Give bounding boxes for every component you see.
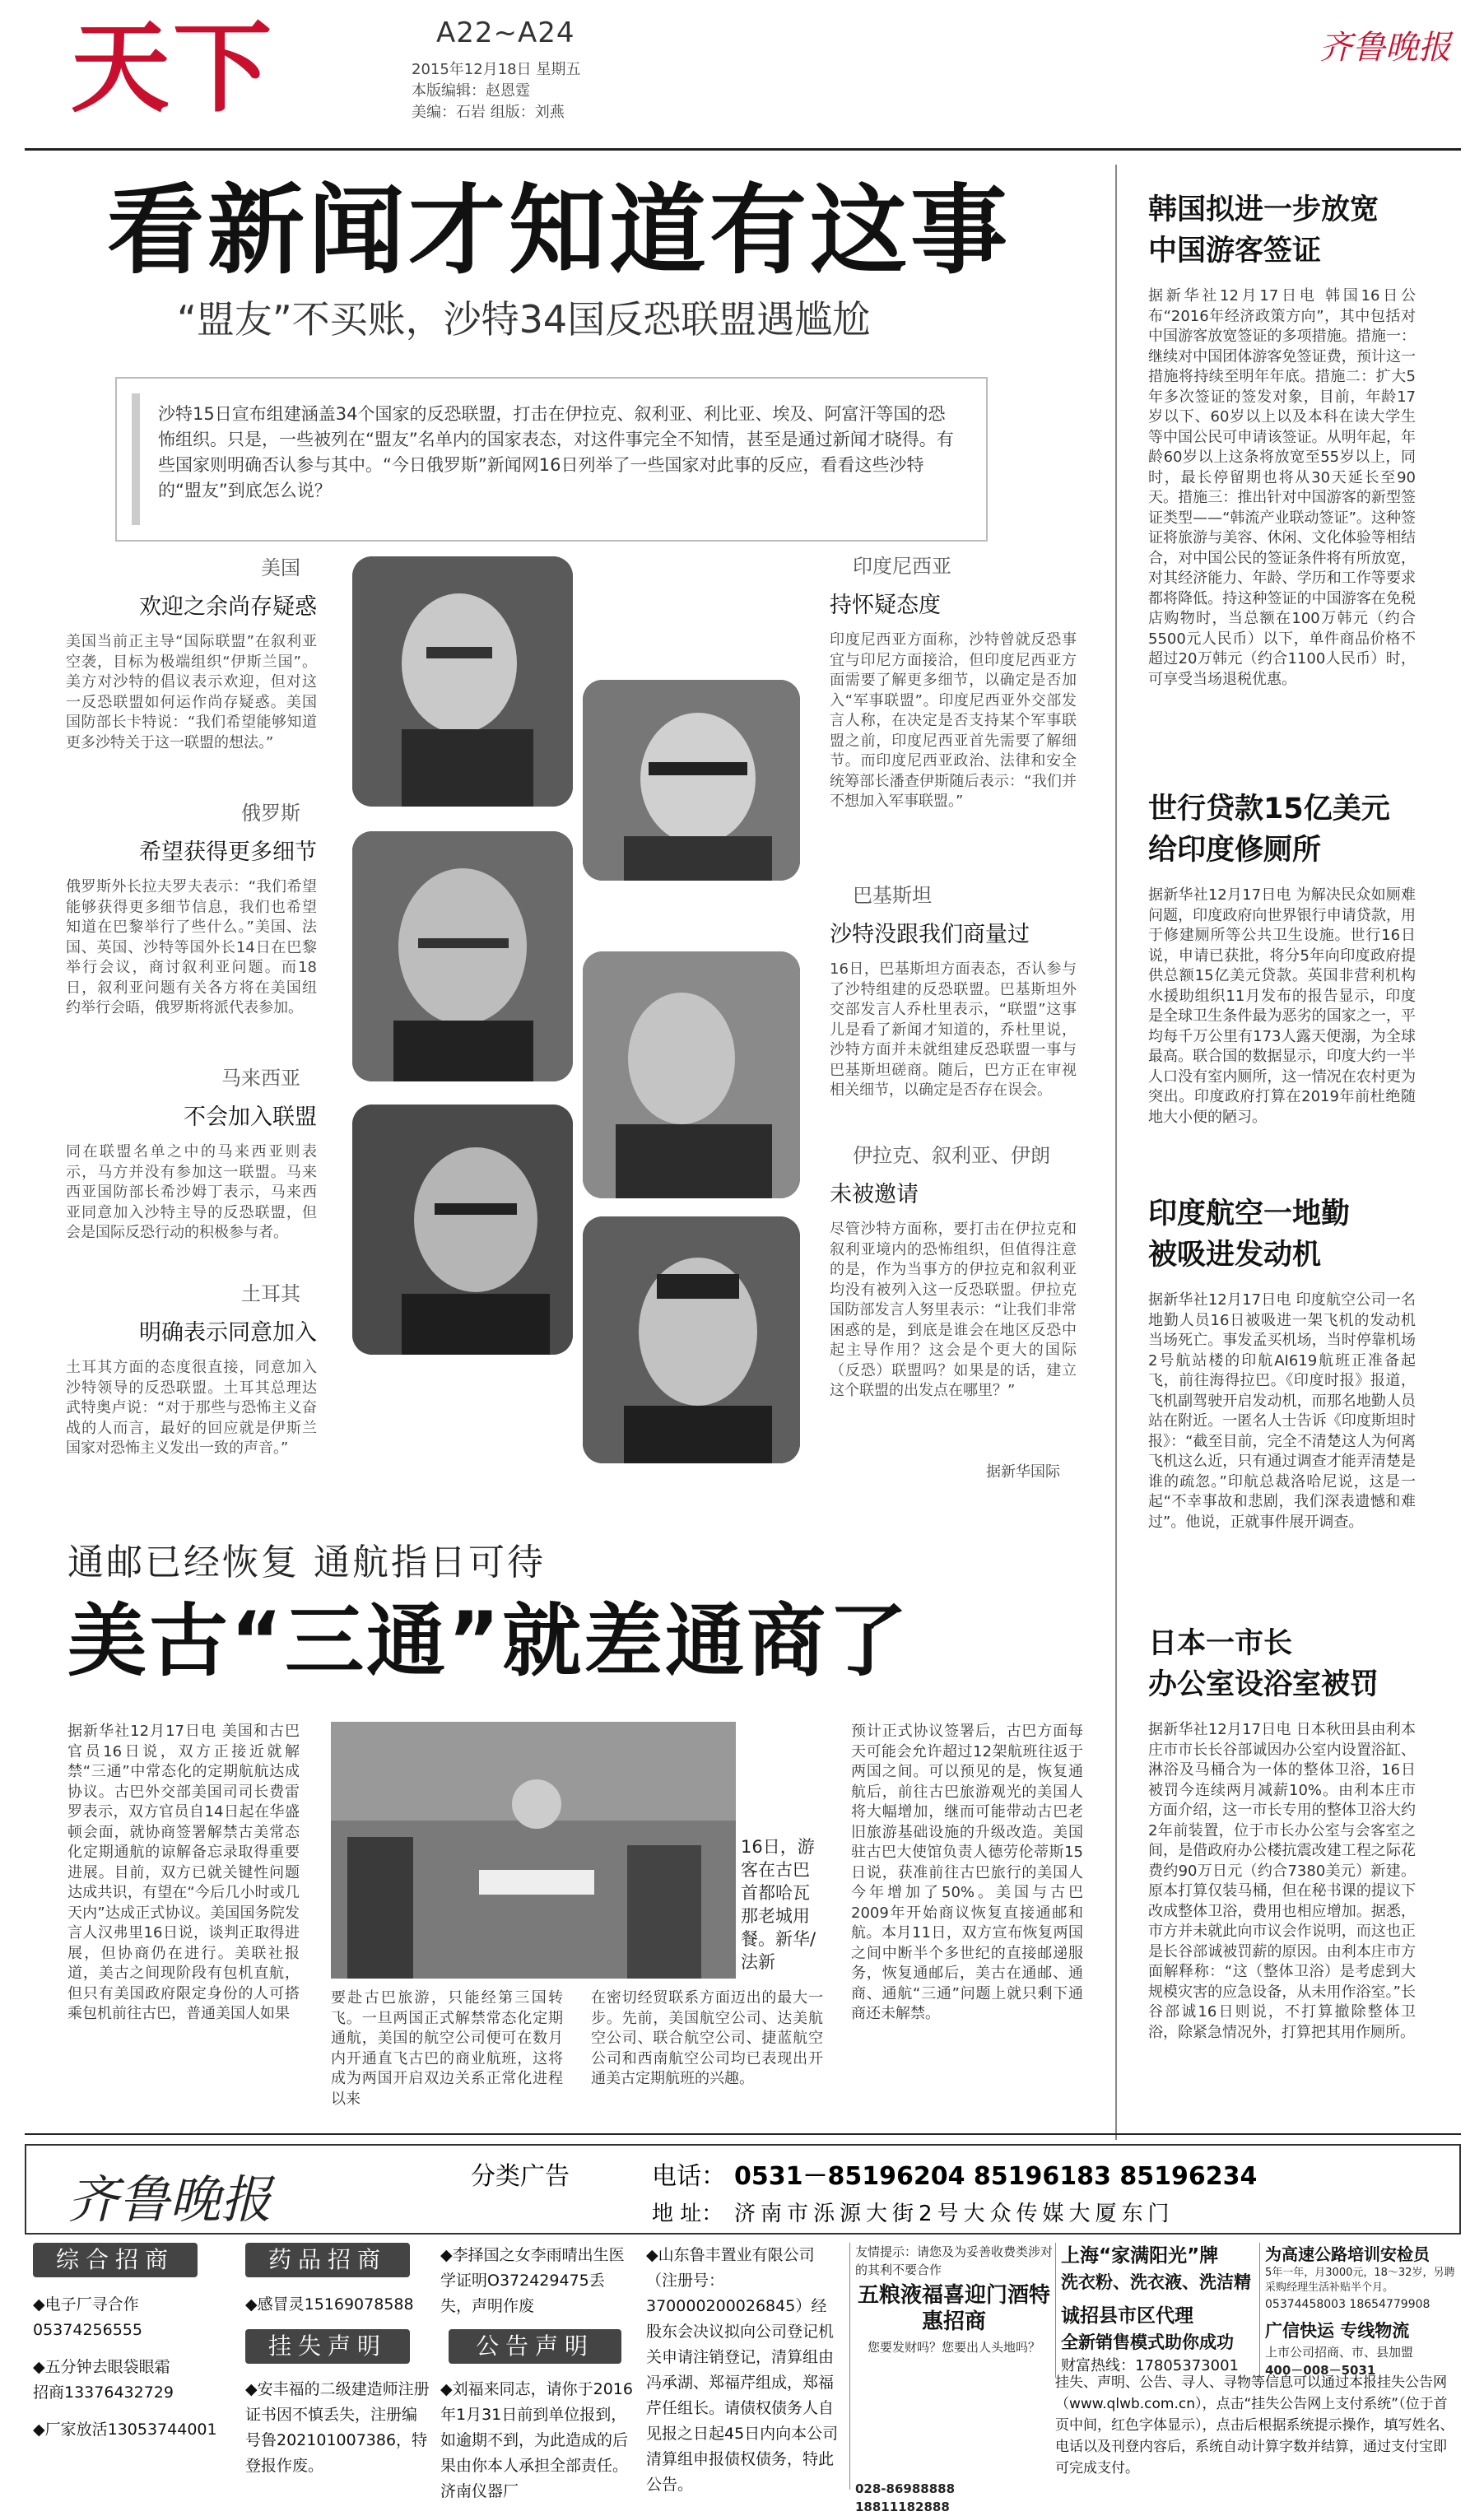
main-subhead: “盟友”不买账，沙特34国反恐联盟遇尴尬 xyxy=(177,297,871,342)
ad-col6: 上海“家满阳光”牌 洗衣粉、洗衣液、洗洁精 诚招县市区代理 全新销售模式助你成功 财富热线：17805373001 xyxy=(1055,2243,1258,2378)
newspaper-logo: 齐鲁晚报 xyxy=(1319,29,1451,67)
ads-phone-label: 电话： xyxy=(652,2162,726,2191)
block-title: 希望获得更多细节 xyxy=(139,839,317,865)
block-title: 欢迎之余尚存疑惑 xyxy=(139,594,317,620)
photo-lavrov xyxy=(352,831,573,1081)
page-range: A22~A24 xyxy=(436,16,575,49)
sidebar-title: 世行贷款15亿美元 给印度修厕所 xyxy=(1148,793,1390,867)
block-iraq-syria-iran xyxy=(830,1139,1077,1402)
photo-havana xyxy=(331,1722,736,1979)
country-name: 巴基斯坦 xyxy=(853,884,932,907)
ad-col5: 友情提示：请您及为妥善收费类涉对的其利不要合作 五粮液福喜迎门酒特惠招商 您要发财吗？您要出人头地吗？ 028-86988888 18811182888 xyxy=(849,2243,1053,2490)
block-body: 土耳其方面的态度很直接，同意加入沙特领导的反恐联盟。土耳其总理达武特奥卢说：“对于那些与恐怖主义奋战的人而言，最好的回应就是伊斯兰国家对恐怖主义发出一致的声音。” xyxy=(66,1359,317,1457)
country-name: 美国 xyxy=(261,556,300,579)
block-pakistan xyxy=(830,879,1077,1101)
block-body: 同在联盟名单之中的马来西亚则表示，马方并没有参加这一联盟。马来西亚国防部长希沙姆丁表示，马来西亚同意加入沙特主导的反恐联盟，但会是国际反恐行动的积极参与者。 xyxy=(66,1143,317,1241)
country-name: 土耳其 xyxy=(241,1282,300,1305)
sidebar-story-japan xyxy=(1148,1623,1416,2043)
country-name: 印度尼西亚 xyxy=(853,555,951,578)
block-title: 沙特没跟我们商量过 xyxy=(830,922,1030,947)
ad-online-notice: 挂失、声明、公告、寻人、寻物等信息可以通过本报挂失公告网（www.qlwb.com.cn），点击“挂失公告网上支付系统”（位于首页中间，红色字体显示），点击后根据系统提示操作，填写姓名、电话以及刊登内容后，系统自动计算字数并结算，通过支付宝即可完成支付。 xyxy=(1055,2374,1454,2476)
country-name: 俄罗斯 xyxy=(241,802,300,825)
story2-col3: 在密切经贸联系方面迈出的最大一步。先前，美国航空公司、达美航空公司、联合航空公司、捷蓝航空公司和西南航空公司均已表现出开通美古定期航班的兴趣。 xyxy=(591,1989,823,2087)
editor-credit: 本版编辑：赵恩霆 xyxy=(412,82,530,100)
column-divider xyxy=(1115,165,1117,2140)
sidebar-story-airindia xyxy=(1148,1193,1416,1532)
ads-logo: 齐鲁晚报 xyxy=(67,2170,272,2230)
street-scene-image xyxy=(331,1722,736,1979)
section-brand: 天下 xyxy=(71,10,275,126)
ad-tag-notice: 公告声明 xyxy=(449,2329,621,2364)
block-turkey xyxy=(66,1277,317,1459)
ads-phones: 0531－85196204 85196183 85196234 xyxy=(734,2162,1258,2191)
main-headline: 看新闻才知道有这事 xyxy=(107,174,1012,287)
story2-col2: 要赴古巴旅游，只能经第三国转飞。一旦两国正式解禁常态化定期通航，美国的航空公司便可在数月内开通直飞古巴的商业航班，这将成为两国开启双边关系正常化进程以来 xyxy=(331,1989,563,2108)
block-russia xyxy=(66,797,317,1019)
photo-indonesia xyxy=(583,680,800,881)
country-name: 伊拉克、叙利亚、伊朗 xyxy=(853,1144,1050,1167)
block-body: 16日，巴基斯坦方面表态，否认参与了沙特组建的反恐联盟。巴基斯坦外交部发言人乔杜里表示，“联盟”这事儿是看了新闻才知道的，乔杜里说，沙特方面并未就组建反恐联盟一事与巴基斯坦磋商。随后，巴方正在审视相关细节，以确定是否存在误会。 xyxy=(830,960,1077,1099)
masthead-meta xyxy=(412,59,580,123)
ads-top-rule xyxy=(25,2133,1461,2135)
ad-col4: ◆山东鲁丰置业有限公司（注册号：370000200026845）经股东会决议拟向公司登记机关申请注销登记，清算组由冯承湖、郑福芹组成，郑福芹任组长。请债权债务人自见报之日起45日内向本公司清算组申报债权债务，特此公告。 xyxy=(646,2246,839,2494)
photo-hishammuddin xyxy=(352,1105,573,1355)
block-title: 持怀疑态度 xyxy=(830,593,941,618)
portrait-image xyxy=(583,680,800,881)
portrait-image xyxy=(583,1216,800,1463)
sidebar-body: 据新华社12月17日电 韩国16日公布“2016年经济政策方向”，其中包括对中国游客放宽签证的多项措施。措施一：继续对中国团体游客免签证费，预计这一措施将持续至明年年底。措施二：扩大5年多次签证的签发对象，目前，年龄17岁以下、60岁以上以及本科在读大学生等中国公民可申请该签证。从明年起，年龄60岁以上这条将放宽至55岁以上，同时，最长停留期也将从30天延长至90天。措施三：推出针对中国游客的新型签证类型——“韩流产业联动签证”。这种签证将旅游与美容、休闲、文化体验等相结合，对中国公民的签证条件将有所放宽，对其经济能力、年龄、学历和工作等要求都将降低。持这种签证的中国游客在免税店购物时，当总额在100万韩元（约合5500元人民币）以下，单件商品价格不超过20万韩元（约合1100人民币）时，可享受当场退税优惠。 xyxy=(1148,287,1416,688)
block-title: 明确表示同意加入 xyxy=(139,1320,317,1346)
photo-pakistan xyxy=(583,951,800,1198)
sidebar-body: 据新华社12月17日电 日本秋田县由利本庄市市长长谷部诚因办公室内设置浴缸、淋浴及马桶合为一体的整体卫浴，16日被罚今连续两月减薪10%。由利本庄市方面介绍，这一市长专用的整体卫浴大约2年前装置，位于市长办公室与会客室之间，是借政府办公楼抗震改建工程之际花费约90万日元（约合7380美元）新建。原本打算仅装马桶，但在秘书课的提议下改成整体卫浴，费用也相应增加。据悉，市方并未就此向市议会作说明，而这也正是长谷部诚被罚薪的原因。由利本庄市方面解释称：“这（整体卫浴）是考虑到大规模灾害的应急设备，从未用作浴室。”长谷部诚16日则说，不打算撤除整体卫浴，除紧急情况外，打算把其用作厕所。 xyxy=(1148,1721,1416,2041)
sidebar-story-worldbank xyxy=(1148,788,1416,1128)
ad-col3: ◆李择国之女李雨晴出生医学证明O372429475丢失，声明作废 xyxy=(440,2246,625,2315)
block-indonesia xyxy=(830,550,1077,812)
portrait-image xyxy=(583,951,800,1198)
issue-date: 2015年12月18日 星期五 xyxy=(412,61,581,78)
ad-col7: 为高速公路培训安检员 5年一年，月3000元，18～32岁，另聘采购经理生活补贴半个月。 05374458003 18654779908 广信快运 专线物流 上市公司招商、市、县加盟 400－008－5031 xyxy=(1259,2243,1461,2379)
ads-address: 济南市泺源大街2号大众传媒大厦东门 xyxy=(734,2202,1175,2226)
sidebar-title: 日本一市长 办公室设浴室被罚 xyxy=(1148,1627,1379,1701)
ad-tag-general: 综合招商 xyxy=(33,2243,198,2277)
intro-box: 沙特15日宣布组建涵盖34个国家的反恐联盟，打击在伊拉克、叙利亚、利比亚、埃及、阿富汗等国的恐怖组织。只是，一些被列在“盟友”名单内的国家表态，对这件事完全不知情，甚至是通过新闻才晓得。有些国家则明确否认参与其中。“今日俄罗斯”新闻网16日列举了一些国家对此事的反应，看看这些沙特的“盟友”到底怎么说？ xyxy=(115,377,988,542)
story2-kicker: 通邮已经恢复 通航指日可待 xyxy=(67,1542,546,1584)
ad-tag-pharma: 药品招商 xyxy=(245,2243,410,2277)
header-rule xyxy=(25,148,1461,151)
design-credit: 美编：石岩 组版：刘燕 xyxy=(412,104,565,121)
photo-davutoglu xyxy=(583,1216,800,1463)
ad-col2-lost: ◆安丰福的二级建造师注册证书因不慎丢失，注册编号鲁202101007386，特登报作废。 xyxy=(245,2380,430,2475)
block-body: 美国当前正主导“国际联盟”在叙利亚空袭，目标为极端组织“伊斯兰国”。美方对沙特的倡议表示欢迎，但对这一反恐联盟如何运作尚存疑惑。美国国防部长卡特说：“我们希望能够知道更多沙特关于这一联盟的想法。” xyxy=(66,633,317,751)
block-malaysia xyxy=(66,1062,317,1244)
block-body: 尽管沙特方面称，要打击在伊拉克和叙利亚境内的恐怖组织，但值得注意的是，作为当事方的伊拉克和叙利亚均没有被列入这一反恐联盟。伊拉克国防部发言人努里表示：“让我们非常困惑的是，到底是谁会在地区反恐中起主导作用？这会是个更大的国际（反恐）联盟吗？如果是的话，建立这个联盟的出发点在哪里？” xyxy=(830,1221,1077,1399)
photo-carter xyxy=(352,556,573,807)
sidebar-title: 印度航空一地勤 被吸进发动机 xyxy=(1148,1198,1351,1272)
sidebar-story-korea xyxy=(1148,189,1416,690)
ad-col1: ◆电子厂寻合作 05374256555 ◆五分钟去眼袋眼霜 招商13376432729 ◆厂家放活13053744001 xyxy=(33,2295,217,2439)
ads-header xyxy=(25,2144,1461,2235)
ad-wine-title: 五粮液福喜迎门酒特惠招商 xyxy=(857,2283,1050,2334)
photo-caption: 16日，游客在古巴首都哈瓦那老城用餐。新华/法新 xyxy=(741,1837,816,1972)
ad-wine-phone: 028-86988888 18811182888 xyxy=(855,2481,956,2514)
story2-col4: 预计正式协议签署后，古巴方面每天可能会允许超过12架航班往返于两国之间。可以预见的是，恢复通航后，前往古巴旅游观光的美国人将大幅增加，继而可能带动古巴老旧旅游基础设施的升级改造。美国驻古巴大使馆负责人德劳伦蒂斯15日说，获准前往古巴旅行的美国人今年增加了50%。美国与古巴2009年开始商议恢复直接通邮和航。本月11日，双方宣布恢复两国之间中断半个多世纪的直接邮递服务，恢复通邮后，美古在通邮、通商、通航“三通”问题上就只剩下通商还未解禁。 xyxy=(851,1723,1083,2022)
portrait-image xyxy=(352,556,573,807)
story-credit: 据新华国际 xyxy=(986,1463,1060,1481)
ad-tag-lost: 挂失声明 xyxy=(245,2329,410,2364)
portrait-image xyxy=(352,1105,573,1355)
block-title: 不会加入联盟 xyxy=(184,1105,317,1130)
ad-col2: ◆感冒灵15169078588 xyxy=(245,2295,414,2314)
ad-col3-notice: ◆刘福来同志，请你于2016年1月31日前到单位报到，如逾期不到，为此造成的后果由你本人承担全部责任。济南仪器厂 xyxy=(440,2380,633,2500)
portrait-image xyxy=(352,831,573,1081)
country-name: 马来西亚 xyxy=(221,1067,300,1090)
ads-category: 分类广告 xyxy=(471,2162,570,2191)
sidebar-title: 韩国拟进一步放宽 中国游客签证 xyxy=(1148,193,1379,267)
sidebar-body: 据新华社12月17日电 为解决民众如厕难问题，印度政府向世界银行申请贷款，用于修建厕所等公共卫生设施。世行16日说，申请已获批，将分5年向印度政府提供总额15亿美元贷款。英国非营利机构水援助组织11月发布的报告显示，印度是全球卫生条件最为恶劣的国家之一，平均每千万公里有173人露天便溺，为全球最高。联合国的数据显示，印度大约一半人口没有室内厕所，这一情况在农村更为突出。印度政府打算在2019年前杜绝随地大小便的陋习。 xyxy=(1148,886,1416,1126)
ads-address-label: 地 址： xyxy=(652,2202,723,2226)
sidebar-body: 据新华社12月17日电 印度航空公司一名地勤人员16日被吸进一架飞机的发动机当场死亡。事发孟买机场，当时停靠机场2号航站楼的印航AI619航班正准备起飞，前往海得拉巴。《印度时报》报道，飞机副驾驶开启发动机，而那名地勤人员站在附近。一匿名人士告诉《印度斯坦时报》：“截至目前，完全不清楚这人为何离飞机这么近，只有通过调查才能弄清楚是谁的疏忽。”印航总裁洛哈尼说，这是一起“不幸事故和悲剧，我们深表遗憾和难过”。他说，正就事件展开调查。 xyxy=(1148,1291,1416,1531)
story2-headline: 美古“三通”就差通商了 xyxy=(67,1595,910,1687)
block-body: 印度尼西亚方面称，沙特曾就反恐事宜与印尼方面接洽，但印度尼西亚方面需要了解更多细节，以确定是否加入“军事联盟”。印度尼西亚外交部发言人称，在决定是否支持某个军事联盟之前，印度尼西亚首先需要了解细节。而印度尼西亚政治、法律和安全统筹部长潘查伊斯随后表示：“我们并不想加入军事联盟。” xyxy=(830,631,1077,810)
block-usa xyxy=(66,551,317,753)
block-title: 未被邀请 xyxy=(830,1182,919,1207)
block-body: 俄罗斯外长拉夫罗夫表示：“我们希望能够获得更多细节信息，我们也希望知道在巴黎举行了些什么。”美国、法国、英国、沙特等国外长14日在巴黎举行会议，商讨叙利亚问题。而18日，叙利亚问题有关各方将在美国纽约举行会晤，俄罗斯将派代表参加。 xyxy=(66,878,317,1016)
story2-col1: 据新华社12月17日电 美国和古巴官员16日说，双方正接近就解禁“三通”中常态化的定期航航达成协议。古巴外交部美国司司长费雷罗表示，双方官员自14日起在华盛顿会面，就协商签署解禁古美常态化定期通航的谅解备忘录取得重要进展。目前，双方已就关键性问题达成共识，有望在“今后几小时或几天内”达成正式协议。美国国务院发言人汉弗里16日说，谈判正取得进展，但协商仍在进行。美联社报道，美古之间现阶段有包机直航，但只有美国政府限定身份的人可搭乘包机前往古巴，普通美国人如果 xyxy=(67,1723,300,2022)
